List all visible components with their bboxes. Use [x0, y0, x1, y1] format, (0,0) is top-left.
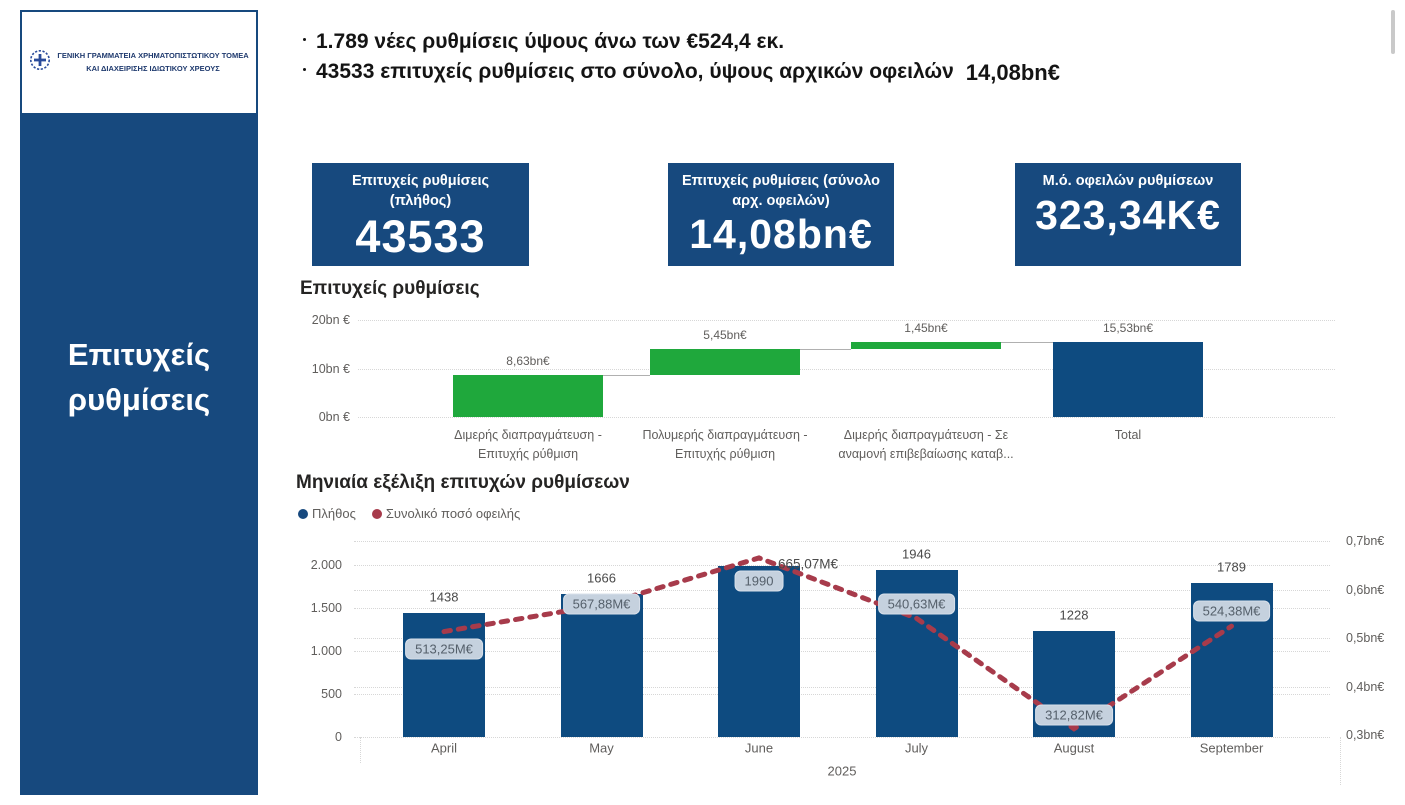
- count-bar[interactable]: [561, 594, 643, 737]
- gridline: [354, 638, 1330, 639]
- waterfall-chart-title: Επιτυχείς ρυθμίσεις: [300, 278, 480, 299]
- waterfall-bar[interactable]: [851, 342, 1001, 349]
- legend-item[interactable]: [298, 506, 356, 521]
- gridline: [354, 590, 1330, 591]
- x-axis-year-label: 2025: [827, 763, 857, 779]
- summary-bullet-2: [303, 60, 1060, 86]
- header-summary: [303, 30, 1060, 92]
- kpi-title: Επιτυχείς ρυθμίσεις (σύνολο αρχ. οφειλών): [682, 173, 880, 209]
- kpi-card-total-initial-debt[interactable]: [668, 163, 894, 266]
- combo-plot-area: [296, 535, 1401, 790]
- amount-badge[interactable]: 312,82M€: [1035, 705, 1113, 726]
- x-axis-month-label: May: [589, 740, 614, 756]
- gridline: [358, 417, 1335, 418]
- x-axis-month-label: June: [744, 740, 774, 756]
- count-badge: 1990: [735, 571, 784, 592]
- legend-marker-icon: [298, 509, 308, 519]
- logo-text-line1: ΓΕΝΙΚΗ ΓΡΑΜΜΑΤΕΙΑ ΧΡΗΜΑΤΟΠΙΣΤΩΤΙΚΟΥ ΤΟΜΕΑ: [57, 50, 249, 60]
- count-label: 1438: [429, 589, 459, 605]
- waterfall-value-label: 1,45bn€: [904, 320, 948, 335]
- count-label: 1789: [1217, 559, 1246, 575]
- gridline: [354, 651, 1330, 652]
- waterfall-y-tick-label: 0bn €: [318, 410, 350, 424]
- count-label: 1946: [902, 546, 931, 562]
- legend-label: Πλήθος: [312, 506, 356, 521]
- kpi-card-average-debt[interactable]: [1015, 163, 1241, 266]
- chart-legend: [298, 506, 520, 521]
- right-axis-tick-label: 0,3bn€: [1346, 728, 1385, 742]
- bullet-dot-icon: [303, 38, 306, 41]
- summary-bullet-2-text: 43533 επιτυχείς ρυθμίσεις στο σύνολο, ύψους αρχικών οφειλών: [316, 60, 954, 83]
- right-axis-tick-label: 0,7bn€: [1346, 534, 1385, 548]
- axis-tick: [1340, 737, 1341, 785]
- amount-label: 665,07M€: [777, 556, 839, 572]
- sidebar: [20, 10, 258, 795]
- right-axis-tick-label: 0,5bn€: [1346, 631, 1385, 645]
- waterfall-total-bar[interactable]: [1053, 342, 1203, 417]
- kpi-value: 323,34K€: [1035, 191, 1221, 238]
- waterfall-category-label: Πολυμερής διαπραγμάτευση - Επιτυχής ρύθμιση: [642, 428, 808, 461]
- gridline: [354, 737, 1330, 738]
- waterfall-y-tick-label: 20bn €: [311, 313, 350, 327]
- amount-badge[interactable]: 513,25M€: [405, 639, 483, 660]
- waterfall-chart: [300, 278, 1390, 474]
- left-axis-tick-label: 1.500: [310, 601, 342, 615]
- waterfall-connector: [800, 349, 851, 350]
- waterfall-value-label: 15,53bn€: [1102, 320, 1154, 335]
- waterfall-y-tick-label: 10bn €: [311, 361, 350, 376]
- kpi-title: Επιτυχείς ρυθμίσεις (πλήθος): [351, 173, 490, 209]
- x-axis-month-label: July: [904, 740, 929, 756]
- gridline: [354, 565, 1330, 566]
- kpi-value: 14,08bn€: [689, 211, 873, 258]
- monthly-evolution-chart: [296, 472, 1401, 805]
- axis-tick: [360, 737, 361, 763]
- left-axis-tick-label: 1.000: [310, 644, 342, 658]
- logo-text-line2: ΚΑΙ ΔΙΑΧΕΙΡΙΣΗΣ ΙΔΙΩΤΙΚΟΥ ΧΡΕΟΥΣ: [86, 63, 220, 73]
- count-bar[interactable]: [718, 566, 800, 737]
- waterfall-connector: [603, 375, 650, 376]
- right-axis-tick-label: 0,4bn€: [1346, 679, 1385, 694]
- gridline: [354, 687, 1330, 688]
- right-axis-tick-label: 0,6bn€: [1346, 582, 1385, 597]
- bullet-dot-icon: [303, 68, 306, 71]
- waterfall-category-label: Total: [1114, 428, 1142, 442]
- left-axis-tick-label: 0: [335, 730, 342, 744]
- amount-badge[interactable]: 567,88M€: [563, 594, 641, 615]
- monthly-chart-title: Μηνιαία εξέλιξη επιτυχών ρυθμίσεων: [296, 472, 630, 493]
- waterfall-category-label: Διμερής διαπραγμάτευση - Σε αναμονή επιβεβαίωσης καταβ...: [838, 428, 1014, 461]
- waterfall-category-label: Διμερής διαπραγμάτευση - Επιτυχής ρύθμιση: [454, 428, 602, 461]
- scrollbar-thumb[interactable]: [1391, 10, 1395, 54]
- gridline: [354, 694, 1330, 695]
- waterfall-connector: [1001, 342, 1053, 343]
- summary-bullet-1: [303, 30, 1060, 54]
- hellenic-republic-emblem-icon: [29, 49, 51, 76]
- legend-label: Συνολικό ποσό οφειλής: [385, 506, 521, 521]
- count-label: 1228: [1059, 607, 1089, 623]
- page-title: Επιτυχείς ρυθμίσεις: [67, 337, 211, 417]
- count-label: 1666: [587, 570, 616, 586]
- x-axis-month-label: September: [1199, 740, 1264, 756]
- legend-item[interactable]: [372, 506, 520, 521]
- waterfall-bar[interactable]: [453, 375, 603, 417]
- gridline: [354, 541, 1330, 542]
- waterfall-plot-area: [300, 304, 1390, 474]
- x-axis-month-label: April: [430, 740, 458, 756]
- left-axis-tick-label: 2.000: [310, 558, 342, 572]
- count-bar[interactable]: [403, 613, 485, 737]
- x-axis-month-label: August: [1053, 740, 1095, 756]
- waterfall-value-label: 8,63bn€: [506, 354, 550, 369]
- legend-marker-icon: [372, 509, 382, 519]
- logo: [22, 12, 256, 113]
- left-axis-tick-label: 500: [321, 687, 342, 701]
- kpi-card-count[interactable]: [312, 163, 529, 266]
- waterfall-value-label: 5,45bn€: [703, 327, 747, 342]
- kpi-value: 43533: [355, 211, 486, 263]
- summary-bullet-1-text: 1.789 νέες ρυθμίσεις ύψους άνω των €524,4 εκ.: [316, 30, 785, 53]
- waterfall-bar[interactable]: [650, 349, 800, 375]
- summary-bullet-2-value: 14,08bn€: [965, 60, 1060, 85]
- amount-badge[interactable]: 540,63M€: [878, 594, 956, 615]
- amount-badge[interactable]: 524,38M€: [1193, 601, 1271, 622]
- kpi-title: Μ.ό. οφειλών ρυθμίσεων: [1042, 173, 1214, 189]
- gridline: [358, 320, 1335, 321]
- gridline: [354, 608, 1330, 609]
